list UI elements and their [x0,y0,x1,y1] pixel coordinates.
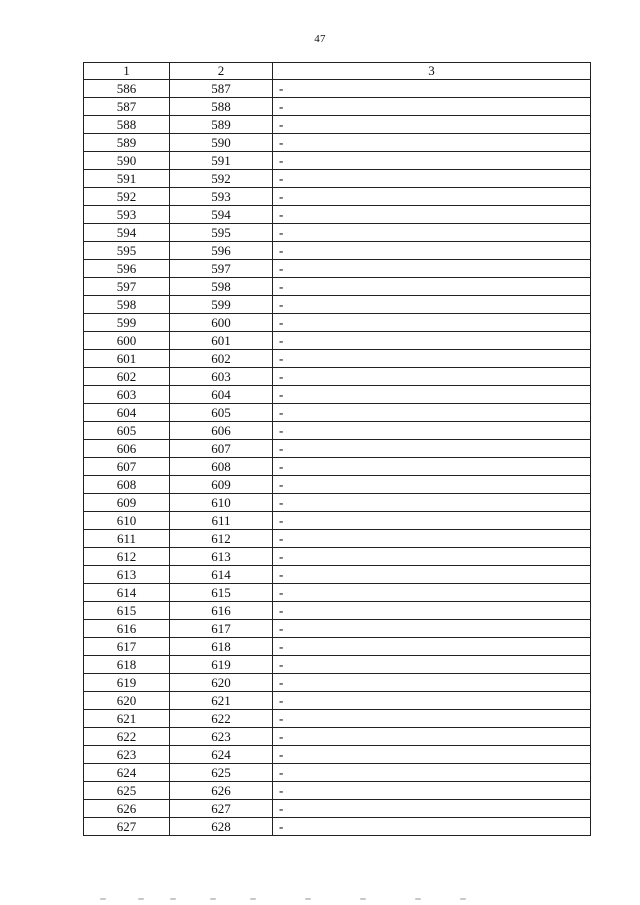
table-cell-col-2: 614 [170,566,273,584]
table-cell-col-3: - [273,386,591,404]
table-cell-col-3: - [273,674,591,692]
data-table [83,62,591,836]
table-cell-col-1: 599 [84,314,170,332]
table-row [84,134,591,152]
table-cell-col-1: 615 [84,602,170,620]
table-body [84,80,591,836]
table-cell-col-2: 627 [170,800,273,818]
table-row [84,476,591,494]
table-cell-col-1: 606 [84,440,170,458]
table-cell-col-1: 619 [84,674,170,692]
table-cell-col-2: 592 [170,170,273,188]
table-row [84,530,591,548]
table-cell-col-2: 601 [170,332,273,350]
table-cell-col-3: - [273,728,591,746]
table-cell-col-1: 601 [84,350,170,368]
page-number: 47 [314,33,326,45]
table-cell-col-2: 611 [170,512,273,530]
table-cell-col-3: - [273,458,591,476]
table-cell-col-1: 623 [84,746,170,764]
table-cell-col-1: 626 [84,800,170,818]
table-cell-col-3: - [273,98,591,116]
table-cell-col-2: 609 [170,476,273,494]
column-header-1: 1 [84,63,170,80]
table-row [84,692,591,710]
table-row [84,602,591,620]
table-cell-col-1: 627 [84,818,170,836]
table-row [84,386,591,404]
table-cell-col-3: - [273,368,591,386]
table-cell-col-2: 622 [170,710,273,728]
table-cell-col-3: - [273,188,591,206]
table-cell-col-2: 624 [170,746,273,764]
table-cell-col-1: 608 [84,476,170,494]
table-cell-col-2: 599 [170,296,273,314]
table-row [84,728,591,746]
table-cell-col-1: 607 [84,458,170,476]
table-header-row [84,63,591,80]
table-cell-col-2: 625 [170,764,273,782]
table-row [84,764,591,782]
table-cell-col-3: - [273,656,591,674]
table-cell-col-1: 604 [84,404,170,422]
column-header-3: 3 [273,63,591,80]
table-cell-col-3: - [273,818,591,836]
table-cell-col-1: 591 [84,170,170,188]
table-cell-col-3: - [273,242,591,260]
table-cell-col-2: 618 [170,638,273,656]
table-row [84,170,591,188]
table-cell-col-3: - [273,224,591,242]
table-cell-col-2: 615 [170,584,273,602]
table-cell-col-3: - [273,296,591,314]
table-cell-col-3: - [273,278,591,296]
table-cell-col-2: 600 [170,314,273,332]
table-cell-col-2: 605 [170,404,273,422]
table-row [84,548,591,566]
table-row [84,332,591,350]
table-row [84,242,591,260]
table-cell-col-3: - [273,512,591,530]
table-cell-col-2: 588 [170,98,273,116]
table-row [84,818,591,836]
table-row [84,512,591,530]
table-cell-col-2: 606 [170,422,273,440]
table-cell-col-1: 595 [84,242,170,260]
table-cell-col-2: 595 [170,224,273,242]
table-cell-col-1: 588 [84,116,170,134]
table-cell-col-3: - [273,530,591,548]
table-cell-col-1: 609 [84,494,170,512]
table-cell-col-3: - [273,422,591,440]
table-row [84,314,591,332]
table-row [84,620,591,638]
table-cell-col-2: 626 [170,782,273,800]
table-cell-col-2: 597 [170,260,273,278]
table-cell-col-3: - [273,638,591,656]
table-cell-col-2: 613 [170,548,273,566]
table-cell-col-1: 594 [84,224,170,242]
table-row [84,782,591,800]
table-cell-col-2: 608 [170,458,273,476]
table-row [84,260,591,278]
table-cell-col-3: - [273,764,591,782]
table-row [84,98,591,116]
table-cell-col-2: 591 [170,152,273,170]
table-cell-col-3: - [273,494,591,512]
table-cell-col-1: 617 [84,638,170,656]
table-cell-col-1: 598 [84,296,170,314]
table-cell-col-1: 603 [84,386,170,404]
table-row [84,656,591,674]
table-cell-col-2: 596 [170,242,273,260]
table-cell-col-3: - [273,746,591,764]
table-cell-col-3: - [273,332,591,350]
scan-artifacts [100,898,520,902]
table-cell-col-3: - [273,566,591,584]
table-cell-col-3: - [273,152,591,170]
table-cell-col-2: 594 [170,206,273,224]
table-cell-col-1: 602 [84,368,170,386]
table-row [84,494,591,512]
table-row [84,368,591,386]
table-cell-col-1: 610 [84,512,170,530]
table-cell-col-1: 625 [84,782,170,800]
table-row [84,584,591,602]
table-row [84,422,591,440]
table-cell-col-3: - [273,134,591,152]
table-cell-col-3: - [273,782,591,800]
table-cell-col-1: 600 [84,332,170,350]
table-cell-col-1: 616 [84,620,170,638]
table-row [84,152,591,170]
table-cell-col-1: 622 [84,728,170,746]
table-cell-col-3: - [273,692,591,710]
table-cell-col-2: 623 [170,728,273,746]
table-cell-col-3: - [273,710,591,728]
table-cell-col-2: 593 [170,188,273,206]
table-cell-col-3: - [273,800,591,818]
table-cell-col-3: - [273,260,591,278]
table-cell-col-3: - [273,440,591,458]
table-cell-col-1: 621 [84,710,170,728]
table-row [84,278,591,296]
table-cell-col-2: 628 [170,818,273,836]
table-cell-col-2: 610 [170,494,273,512]
table-cell-col-3: - [273,404,591,422]
table-cell-col-1: 596 [84,260,170,278]
table-cell-col-1: 611 [84,530,170,548]
table-cell-col-3: - [273,584,591,602]
table-cell-col-2: 604 [170,386,273,404]
table-cell-col-1: 612 [84,548,170,566]
table-cell-col-1: 590 [84,152,170,170]
table-cell-col-2: 616 [170,602,273,620]
table-cell-col-3: - [273,170,591,188]
table-row [84,206,591,224]
table-row [84,350,591,368]
table-cell-col-1: 592 [84,188,170,206]
table-cell-col-2: 603 [170,368,273,386]
table-cell-col-3: - [273,116,591,134]
table-cell-col-2: 617 [170,620,273,638]
table-cell-col-1: 587 [84,98,170,116]
table-cell-col-2: 587 [170,80,273,98]
table-cell-col-2: 589 [170,116,273,134]
table-cell-col-3: - [273,476,591,494]
table-row [84,674,591,692]
table-row [84,116,591,134]
table-cell-col-1: 586 [84,80,170,98]
table-cell-col-3: - [273,548,591,566]
table-cell-col-2: 612 [170,530,273,548]
table-cell-col-2: 598 [170,278,273,296]
table-cell-col-1: 593 [84,206,170,224]
table-cell-col-1: 618 [84,656,170,674]
table-cell-col-3: - [273,80,591,98]
table-row [84,746,591,764]
table-row [84,800,591,818]
table-cell-col-1: 605 [84,422,170,440]
table-row [84,296,591,314]
table-row [84,188,591,206]
table-cell-col-3: - [273,350,591,368]
table-row [84,224,591,242]
table-row [84,638,591,656]
table-cell-col-2: 602 [170,350,273,368]
table-cell-col-3: - [273,314,591,332]
table-row [84,404,591,422]
table-cell-col-2: 607 [170,440,273,458]
table-cell-col-2: 621 [170,692,273,710]
table-row [84,710,591,728]
table-cell-col-2: 620 [170,674,273,692]
table-cell-col-1: 620 [84,692,170,710]
table-cell-col-3: - [273,206,591,224]
table-cell-col-1: 597 [84,278,170,296]
column-header-2: 2 [170,63,273,80]
table-cell-col-3: - [273,602,591,620]
table-cell-col-1: 589 [84,134,170,152]
table-cell-col-1: 624 [84,764,170,782]
table-row [84,80,591,98]
table-cell-col-1: 613 [84,566,170,584]
table-cell-col-2: 619 [170,656,273,674]
table-row [84,440,591,458]
table-row [84,566,591,584]
table-row [84,458,591,476]
table-cell-col-3: - [273,620,591,638]
table-cell-col-2: 590 [170,134,273,152]
table-cell-col-1: 614 [84,584,170,602]
